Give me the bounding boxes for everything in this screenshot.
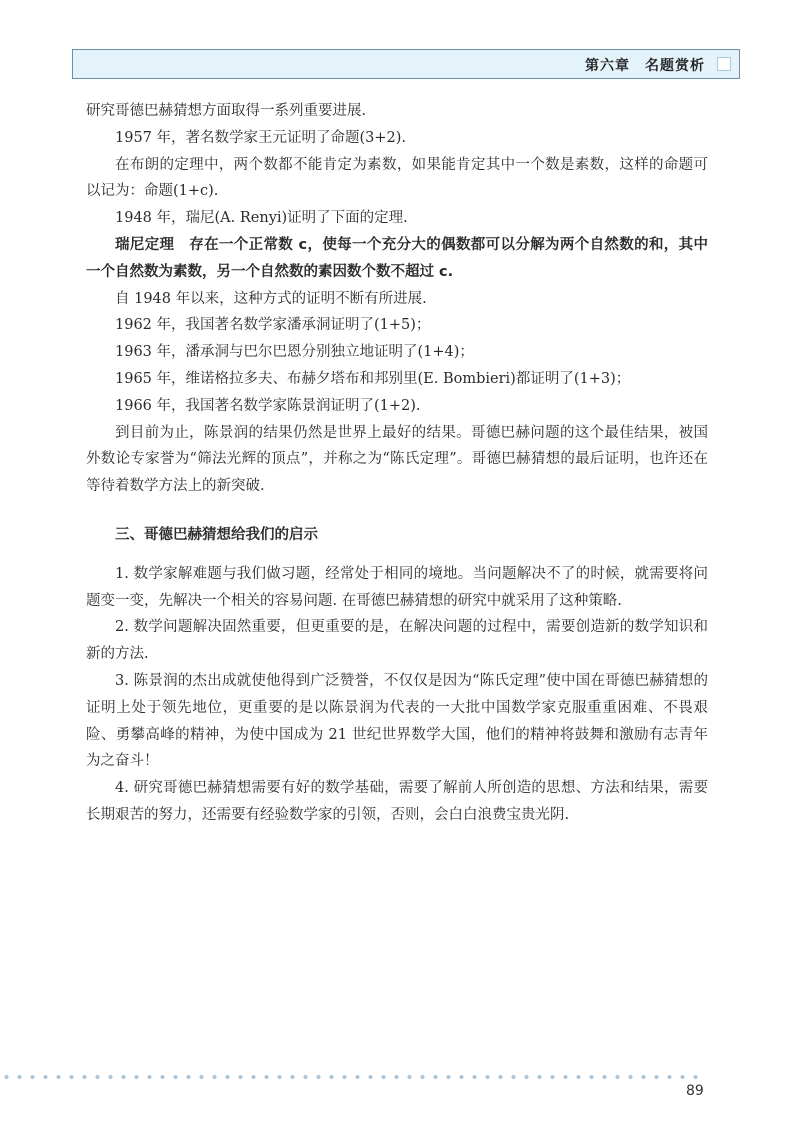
paragraph: 1963 年，潘承洞与巴尔巴恩分别独立地证明了(1+4)； <box>115 344 474 361</box>
chapter-header-bar <box>72 49 740 79</box>
footer-dotted-line <box>0 1074 700 1080</box>
paragraph: 研究哥德巴赫猜想方面取得一系列重要进展. <box>86 103 367 119</box>
paragraph: 1965 年，维诺格拉多夫、布赫夕塔布和邦别里(E. Bombieri)都证明了(1+3)； <box>115 370 631 387</box>
paragraph: 在布朗的定理中，两个数都不能肯定为素数，如果能肯定其中一个数是素数，这样的命题可以记为：命题(1+c). <box>86 156 708 200</box>
list-item: 1. 数学家解难题与我们做习题，经常处于相同的境地。当问题解决不了的时候，就需要将问题变一变，先解决一个相关的容易问题. 在哥德巴赫猜想的研究中就采用了这种策略. <box>86 565 708 609</box>
list-item: 2. 数学问题解决固然重要，但更重要的是，在解决问题的过程中，需要创造新的数学知识和新的方法. <box>86 619 708 663</box>
paragraph: 1957 年，著名数学家王元证明了命题(3+2). <box>115 129 407 146</box>
paragraph: 自 1948 年以来，这种方式的证明不断有所进展. <box>115 290 427 307</box>
list-item: 3. 陈景润的杰出成就使他得到广泛赞誉，不仅仅是因为“陈氏定理”使中国在哥德巴赫猜想的证明上处于领先地位，更重要的是以陈景润为代表的一大批中国数学家克服重重困难、不畏艰险、勇攀高峰的精神，为使中国成为 21 世纪世界数学大国，他们的精神将鼓舞和激励有志青年为之奋斗！ <box>86 672 708 770</box>
chapter-title: 第六章 名题赏析 <box>585 58 705 74</box>
paragraph: 到目前为止，陈景润的结果仍然是世界上最好的结果。哥德巴赫问题的这个最佳结果，被国外数论专家誉为“筛法光辉的顶点”，并称之为“陈氏定理”。哥德巴赫猜想的最后证明，也许还在等待着数学方法上的新突破. <box>86 424 708 495</box>
page-number: 89 <box>686 1083 704 1099</box>
section-title: 三、哥德巴赫猜想给我们的启示 <box>115 526 318 543</box>
page-content <box>86 98 708 829</box>
paragraph: 1962 年，我国著名数学家潘承洞证明了(1+5)； <box>115 317 431 334</box>
list-item: 4. 研究哥德巴赫猜想需要有好的数学基础，需要了解前人所创造的思想、方法和结果，需要长期艰苦的努力，还需要有经验数学家的引领，否则，会白白浪费宝贵光阴. <box>86 780 708 823</box>
renyi-theorem: 瑞尼定理 存在一个正常数 c，使每一个充分大的偶数都可以分解为两个自然数的和，其中一个自然数为素数，另一个自然数的素因数个数不超过 c. <box>86 236 708 280</box>
paragraph: 1966 年，我国著名数学家陈景润证明了(1+2). <box>115 397 421 414</box>
header-square-decoration <box>717 57 731 71</box>
paragraph: 1948 年，瑞尼(A. Renyi)证明了下面的定理. <box>115 210 408 227</box>
